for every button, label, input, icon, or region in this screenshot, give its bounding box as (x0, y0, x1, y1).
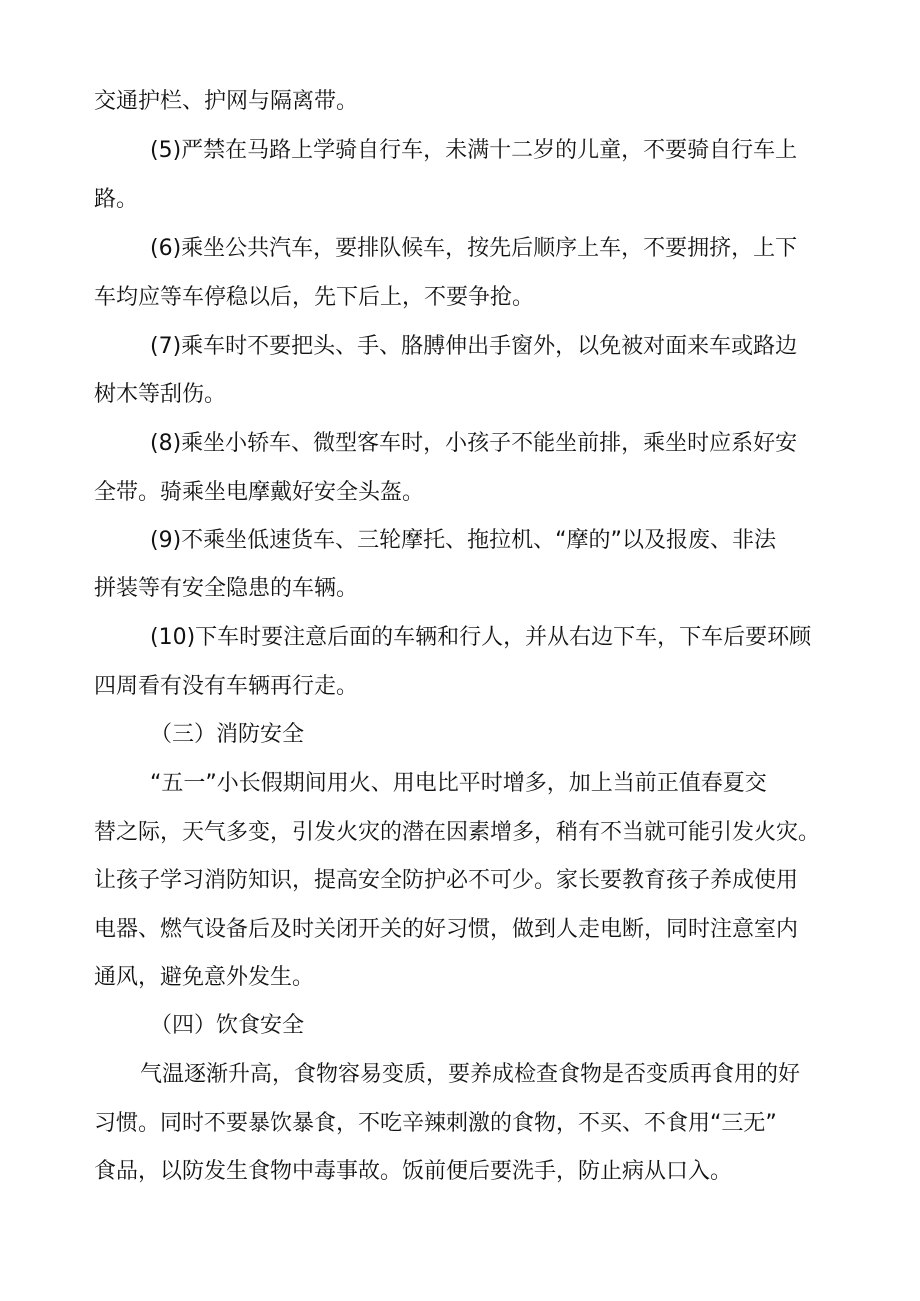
text-line: 让孩子学习消防知识，提高安全防护必不可少。家长要教育孩子养成使用 (94, 868, 799, 893)
text-line: (7)乘车时不要把头、手、胳膊伸出手窗外，以免被对面来车或路边 (150, 334, 798, 359)
text-line: 替之际，天气多变，引发火灾的潜在因素增多，稍有不当就可能引发火灾。 (94, 820, 821, 845)
text-line: (8)乘坐小轿车、微型客车时，小孩子不能坐前排，乘坐时应系好安 (150, 431, 798, 456)
text-line: 习惯。同时不要暴饮暴食，不吃辛辣刺激的食物，不买、不食用“三无” (94, 1111, 777, 1136)
text-line: 食品，以防发生食物中毒事故。饭前便后要洗手，防止病从口入。 (94, 1159, 733, 1184)
text-line: (9)不乘坐低速货车、三轮摩托、拖拉机、“摩的”以及报废、非法 (150, 528, 776, 553)
text-line: (5)严禁在马路上学骑自行车，未满十二岁的儿童，不要骑自行车上 (150, 138, 798, 163)
text-line: 树木等刮伤。 (94, 382, 227, 407)
text-line: (10)下车时要注意后面的车辆和行人，并从右边下车，下车后要环顾 (150, 625, 812, 650)
text-line: 车均应等车停稳以后，先下后上，不要争抢。 (94, 285, 535, 310)
text-line: (6)乘坐公共汽车，要排队候车，按先后顺序上车，不要拥挤，上下 (150, 236, 798, 261)
section-heading: （四）饮食安全 (150, 1013, 305, 1038)
text-line: 交通护栏、护网与隔离带。 (94, 89, 359, 114)
section-heading: （三）消防安全 (150, 722, 305, 747)
text-line: 气温逐渐升高，食物容易变质，要养成检查食物是否变质再食用的好 (140, 1062, 801, 1087)
text-line: “五一”小长假期间用火、用电比平时增多，加上当前正值春夏交 (150, 771, 767, 796)
text-line: 电器、燃气设备后及时关闭开关的好习惯，做到人走电断，同时注意室内 (94, 917, 799, 942)
text-line: 路。 (94, 187, 139, 212)
text-line: 拼装等有安全隐患的车辆。 (94, 576, 359, 601)
text-line: 通风，避免意外发生。 (94, 965, 315, 990)
text-line: 全带。骑乘坐电摩戴好安全头盔。 (94, 480, 425, 505)
text-line: 四周看有没有车辆再行走。 (94, 674, 359, 699)
